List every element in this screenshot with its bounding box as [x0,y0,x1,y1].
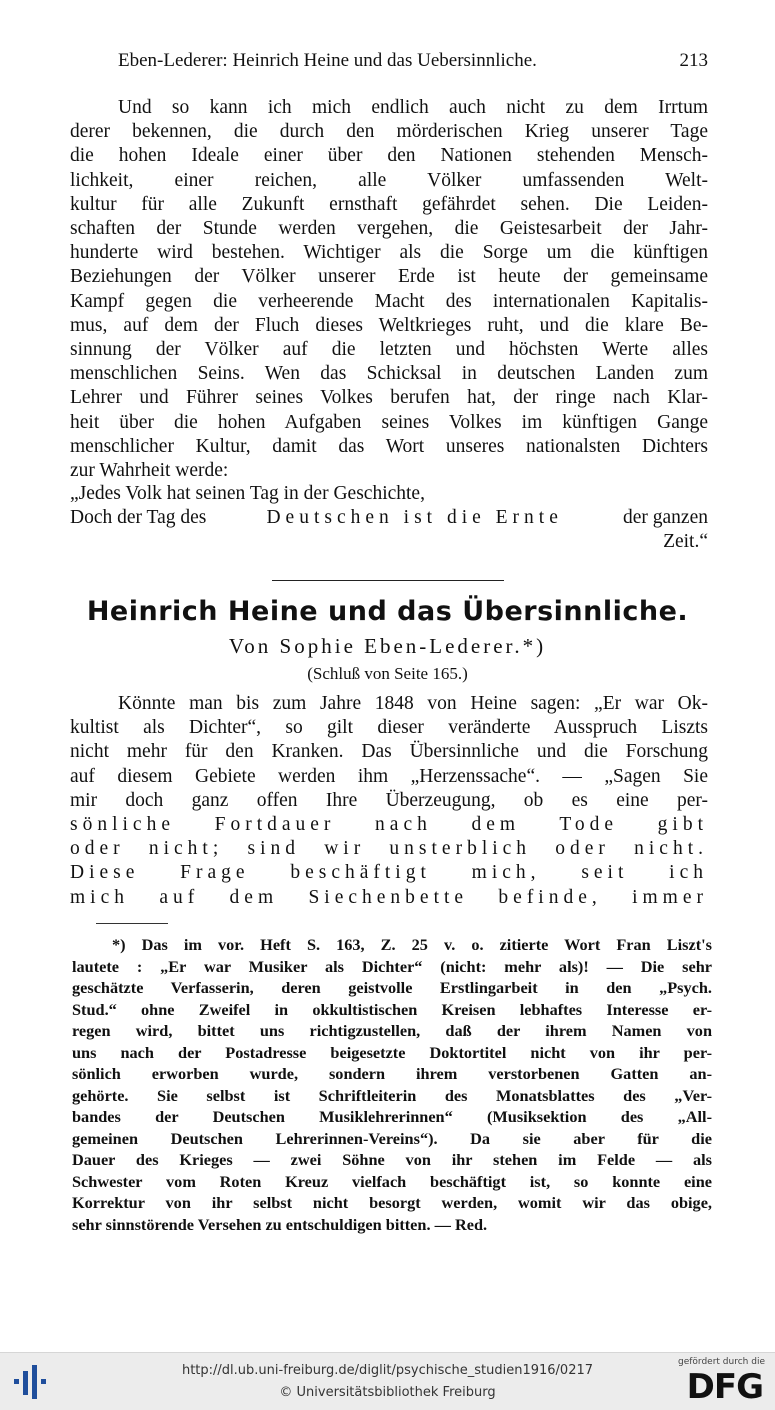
quote-fragment: der ganzen [622,507,708,529]
text-line: Kampf gegen die verheerende Macht des internationalen Kapitalis- [70,290,708,312]
running-head-title: Eben-Lederer: Heinrich Heine und das Uebersinnliche. [118,50,537,71]
footnote-line: Stud.“ ohne Zweifel in okkultistischen Kreisen lebhaftes Interesse er- [72,999,712,1019]
text-line: mir doch ganz offen Ihre Überzeugung, ob es eine per- [70,789,708,811]
heine-quote [70,482,708,555]
paragraph-article-opening [70,692,708,910]
article-title: Heinrich Heine und das Übersinnliche. [86,596,689,627]
copyright-notice: © Universitätsbibliothek Freiburg [279,1385,496,1400]
document-url-link[interactable]: http://dl.ub.uni-freiburg.de/diglit/psychische_studien1916/0217 [181,1363,594,1378]
running-head [118,50,708,72]
footnote-line: uns nach der Postadresse beigesetzte Doktortitel nicht von ihr per- [72,1042,712,1062]
footnote-line: *) Das im vor. Heft S. 163, Z. 25 v. o. zitierte Wort Fran Liszt's [112,935,712,954]
text-line: Beziehungen der Völker unserer Erde ist heute der gemeinsame [70,266,708,288]
section-divider [272,580,504,581]
quote-line [70,506,708,530]
dfg-caption: gefördert durch die [678,1357,765,1367]
quote-line: „Jedes Volk hat seinen Tag in der Geschichte, [70,483,425,504]
viewer-footer [0,1352,775,1410]
text-line: kultur für alle Zukunft ernsthaft gefährdet sehen. Die Leiden- [70,193,708,215]
text-line: Diese Frage beschäftigt mich, seit ich [70,862,708,884]
text-line: lichkeit, einer reichen, alle Völker umfassenden Welt- [70,169,708,191]
footnote-line: gehörte. Sie selbst ist Schriftleiterin des Monatsblattes des „Ver- [72,1085,712,1105]
text-line: mich auf dem Siechenbette befinde, immer [70,886,708,908]
text-line: derer bekennen, die durch den mörderischen Krieg unserer Tage [70,121,708,143]
footnote-line: sehr sinnstörende Versehen zu entschuldigen bitten. — Red. [72,1214,488,1234]
dfg-logo: DFG [686,1367,763,1407]
footnote-line: gemeinen Deutschen Lehrerinnen-Vereins“). Da sie aber für die [72,1128,712,1148]
text-line: mus, auf dem der Fluch dieses Weltkrieges ruht, und die klare Be- [70,314,708,336]
text-line: schaften der Stunde werden vergehen, die Geistesarbeit der Jahr- [70,218,708,240]
article-author: Von Sophie Eben-Lederer.*) [228,634,547,658]
footnote-line: Dauer des Krieges — zwei Söhne von ihr stehen im Felde — als [72,1150,712,1169]
footnote-line: geschätzte Verfasserin, deren geistvolle Erstlingarbeit in den „Psych. [72,978,712,997]
footnote-line: Schwester vom Roten Kreuz vielfach beschäftigt ist, so konnte eine [72,1171,712,1191]
continuation-note: (Schluß von Seite 165.) [307,664,468,683]
text-line: menschlicher Kultur, damit das Wort unseres nationalsten Dichters [70,435,708,457]
page-number: 213 [679,50,708,71]
text-line: sinnung der Völker auf die letzten und höchsten Werte alles [70,339,708,361]
footnote-line: sönlich erworben wurde, sondern ihrem verstorbenen Gatten an- [72,1064,712,1083]
footnote-line: regen wird, bittet uns richtigzustellen, daß der ihrem Namen von [72,1021,712,1040]
footnote-line: bandes der Deutschen Musiklehrerinnen“ (Musiksektion des „All- [72,1107,712,1126]
text-line: sönliche Fortdauer nach dem Tode gibt [70,814,708,836]
quote-line: Zeit.“ [663,531,708,553]
footnote-divider [96,923,168,924]
text-line: kultist als Dichter“, so gilt dieser veränderte Ausspruch Liszts [70,717,708,739]
quote-fragment: Doch der Tag des [70,507,207,529]
text-line: hunderte wird bestehen. Wichtiger als die Sorge um die künftigen [70,242,708,264]
text-line: Und so kann ich mich endlich auch nicht zu dem Irrtum [118,97,708,118]
text-line: auf diesem Gebiete werden ihm „Herzenssache“. — „Sagen Sie [70,765,708,787]
text-line: Lehrer und Führer seines Volkes berufen hat, der ringe nach Klar- [70,387,708,409]
text-line: Könnte man bis zum Jahre 1848 von Heine sagen: „Er war Ok- [118,693,708,714]
text-line: zur Wahrheit werde: [70,460,229,482]
text-line: menschlichen Seins. Wen das Schicksal in deutschen Landen zum [70,363,708,385]
text-line: nicht mehr für den Kranken. Das Übersinnliche und die Forschung [70,741,708,763]
text-line: oder nicht; sind wir unsterblich oder nicht. [70,838,708,860]
text-line: die hohen Ideale einer über den Nationen stehenden Mensch- [70,145,708,167]
footnote-line: Korrektur von ihr selbst nicht besorgt werden, womit wir das obige, [72,1193,712,1212]
text-line: heit über die hohen Aufgaben seines Volkes im künftigen Gange [70,411,708,433]
footnote-line: lautete : „Er war Musiker als Dichter“ (nicht: mehr als)! — Die sehr [72,956,712,976]
quote-emphasis: Deutschen ist die Ernte [266,507,563,529]
footnote [72,934,712,1235]
paragraph-closing-argument [70,96,708,483]
